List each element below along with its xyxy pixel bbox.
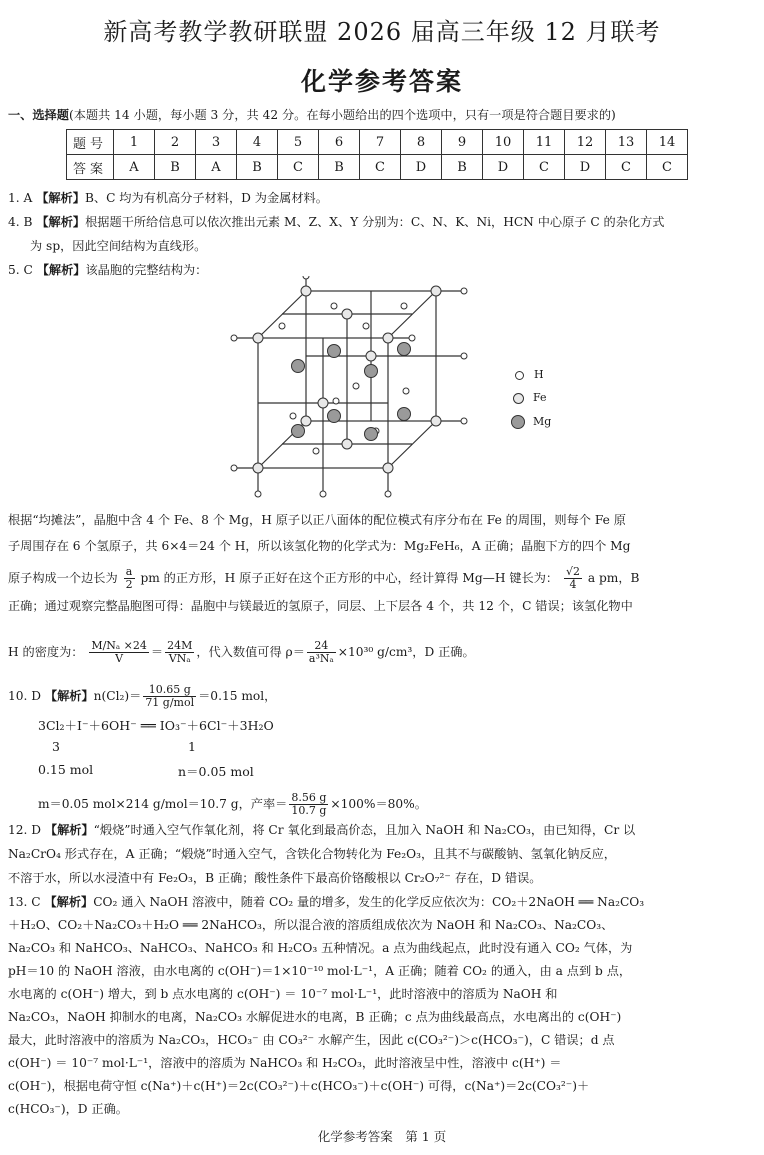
table-cell: B	[237, 155, 278, 180]
q13-line10: c(HCO₃⁻)，D 正确。	[8, 1102, 128, 1116]
table-cell: C	[360, 155, 401, 180]
table-cell: B	[155, 155, 196, 180]
legend-mg	[511, 415, 551, 429]
legend-mg-label: Mg	[533, 415, 552, 428]
crystal-cell-diagram	[226, 276, 476, 506]
q13-tag: 【解析】	[44, 895, 94, 909]
table-cell: 12	[565, 130, 606, 155]
q12-line2: Na₂CrO₄ 形式存在，A 正确；“煅烧”时通入空气，含铁化合物转化为 Fe₂O₃，且其不与碳酸钠、氢氧化钠反应，	[8, 847, 616, 861]
q5-p5b: ，代入数值可得 ρ＝	[196, 645, 305, 659]
table-cell: 8	[401, 130, 442, 155]
q5-p5c: ×10³⁰ g/cm³，D 正确。	[337, 645, 475, 659]
table-cell: 13	[606, 130, 647, 155]
fraction	[289, 792, 328, 817]
q13-line2: ＋H₂O、CO₂＋Na₂CO₃＋H₂O ══ 2NaHCO₃，所以混合液的溶质组成依次为 NaOH 和 Na₂CO₃、Na₂CO₃、	[8, 918, 614, 932]
table-cell: A	[196, 155, 237, 180]
q5-text: 该晶胞的完整结构为：	[85, 263, 208, 277]
frac-den: VNₐ	[168, 652, 191, 665]
frac-num: 24	[307, 640, 336, 653]
frac-num: a	[124, 566, 135, 579]
q4-text1: 根据题干所给信息可以依次推出元素 M、Z、X、Y 分别为：C、N、K、Ni，HCN 中心原子 C 的杂化方式	[85, 215, 665, 229]
cell-edges	[234, 276, 464, 494]
section-heading	[8, 106, 616, 123]
frac-den: 2	[125, 578, 133, 591]
q10-head: 10. D	[8, 689, 42, 703]
table-head-number: 题号	[67, 130, 114, 155]
q13-l1: CO₂ 通入 NaOH 溶液中，随着 CO₂ 量的增多，发生的化学反应依次为：CO₂＋2NaOH ══ Na₂CO₃	[93, 895, 645, 909]
fraction	[143, 684, 196, 709]
table-cell: D	[483, 155, 524, 180]
q12-head: 12. D	[8, 823, 42, 837]
mg-atoms	[292, 343, 411, 441]
q10-equation: 3Cl₂＋I⁻＋6OH⁻ ══ IO₃⁻＋6Cl⁻＋3H₂O	[38, 718, 274, 733]
frac-num: M/Nₐ ×24	[91, 639, 147, 652]
q10-mol-given: 0.15 mol	[38, 762, 94, 777]
section-label: 一、选择题	[8, 108, 69, 122]
table-cell: 7	[360, 130, 401, 155]
frac-num: √2	[565, 565, 580, 578]
q1-text: B、C 均为有机高分子材料，D 为金属材料。	[84, 191, 328, 205]
q5-p1: 根据“均摊法”，晶胞中含 4 个 Fe、8 个 Mg，H 原子以正八面体的配位模式有序分布在 Fe 的周围，则每个 Fe 原	[8, 513, 626, 527]
table-cell: 2	[155, 130, 196, 155]
table-cell: A	[114, 155, 155, 180]
q5-p2: 子周围存在 6 个氢原子，共 6×4＝24 个 H，所以该氢化物的化学式为：Mg₂FeH₆，A 正确；晶胞下方的四个 Mg	[8, 539, 631, 553]
legend-fe-label: Fe	[533, 391, 547, 404]
q12-line1	[8, 822, 635, 838]
fraction	[165, 640, 194, 665]
q13-line3: Na₂CO₃ 和 NaHCO₃、NaHCO₃、NaHCO₃ 和 H₂CO₃ 五种情况。a 点为曲线起点，此时没有通入 CO₂ 气体，为	[8, 941, 633, 955]
table-cell: B	[319, 155, 360, 180]
frac-den: a³Nₐ	[308, 652, 334, 665]
page-footer: 化学参考答案 第 1 页	[317, 1129, 447, 1144]
q5-tag: 【解析】	[36, 263, 86, 277]
table-cell: 1	[114, 130, 155, 155]
q1-head: 1. A	[8, 191, 33, 205]
table-cell: 6	[319, 130, 360, 155]
table-cell: 4	[237, 130, 278, 155]
table-cell: B	[442, 155, 483, 180]
q10-coef-1: 1	[188, 739, 196, 754]
frac-num: 24M	[167, 639, 193, 652]
q13-line4: pH＝10 的 NaOH 溶液，由水电离的 c(OH⁻)＝1×10⁻¹⁰ mol·L⁻¹，A 正确；随着 CO₂ 的通入，由 a 点到 b 点，	[8, 964, 632, 978]
table-cell: C	[647, 155, 688, 180]
table-cell: 11	[524, 130, 565, 155]
q13-line9: c(OH⁻)，根据电荷守恒 c(Na⁺)＋c(H⁺)＝2c(CO₃²⁻)＋c(HCO₃⁻)＋c(OH⁻) 可得，c(Na⁺)＝2c(CO₃²⁻)＋	[8, 1079, 590, 1093]
fraction	[89, 640, 149, 665]
q13-line7: 最大，此时溶液中的溶质为 Na₂CO₃，HCO₃⁻ 由 CO₃²⁻ 水解产生，因此 c(CO₃²⁻)＞c(HCO₃⁻)，C 错误；d 点	[8, 1033, 615, 1047]
q12-line3: 不溶于水，所以水浸渣中有 Fe₂O₃，B 正确；酸性条件下最高价铬酸根以 Cr₂O₇²⁻ 存在，D 错误。	[8, 871, 542, 885]
q4-line1	[8, 214, 664, 230]
q5-head: 5. C	[8, 263, 33, 277]
q1-line	[8, 190, 328, 206]
frac-den: 10.7 g	[291, 804, 327, 817]
q5-p5: H 的密度为： $\frac{\text{M/Nₐ ×24}}{V}$ ＝ $\frac{24M}{\text{VNₐ}}$ ，代入数值可得 ρ＝ $\frac{24}{\text{a³Nₐ}}$ ×10³⁰ g/cm³，D 正确。	[8, 639, 475, 665]
q5-p3a: 原子构成一个边长为	[8, 571, 118, 585]
h-legend-icon	[515, 371, 524, 380]
table-cell: C	[606, 155, 647, 180]
q5-p3b: pm 的正方形，H 原子正好在这个正方形的中心，经计算得 Mg—H 键长为：	[140, 571, 559, 585]
q4-line2: 为 sp，因此空间结构为直线形。	[30, 239, 207, 253]
frac-num: 10.65 g	[143, 684, 196, 697]
frac-den: 4	[569, 578, 577, 591]
q10-line1	[8, 684, 276, 709]
mg-legend-icon	[511, 415, 525, 429]
frac-num: 8.56 g	[291, 791, 327, 804]
table-cell: 14	[647, 130, 688, 155]
legend-h-label: H	[534, 368, 544, 381]
table-cell: C	[524, 155, 565, 180]
table-row-answers	[67, 155, 688, 180]
legend-fe	[513, 391, 547, 404]
table-row-numbers	[67, 130, 688, 155]
table-cell: 5	[278, 130, 319, 155]
table-cell: 10	[483, 130, 524, 155]
fe-legend-icon	[513, 393, 524, 404]
legend-h	[515, 368, 544, 381]
q10-l1a: n(Cl₂)＝	[93, 689, 142, 703]
table-cell: C	[278, 155, 319, 180]
q10-l5a: m＝0.05 mol×214 g/mol＝10.7 g，产率＝	[38, 797, 288, 811]
q10-l1b: ＝0.15 mol，	[198, 689, 277, 703]
q10-l5b: ×100%＝80%。	[330, 797, 427, 811]
q10-mol-result: n＝0.05 mol	[178, 764, 254, 779]
q10-tag: 【解析】	[44, 689, 94, 703]
table-head-answer: 答案	[67, 155, 114, 180]
q13-line5: 水电离的 c(OH⁻) 增大，到 b 点水电离的 c(OH⁻) ＝ 10⁻⁷ mol·L⁻¹，此时溶液中的溶质为 NaOH 和	[8, 987, 558, 1001]
q10-coef-3: 3	[52, 739, 60, 754]
table-cell: 3	[196, 130, 237, 155]
q13-line8: c(OH⁻) ＝ 10⁻⁷ mol·L⁻¹，溶液中的溶质为 NaHCO₃ 和 H₂CO₃，此时溶液呈中性，溶液中 c(H⁺) ＝	[8, 1056, 562, 1070]
frac-den: 71 g/mol	[145, 696, 195, 709]
table-cell: D	[565, 155, 606, 180]
q5-p4: 正确；通过观察完整晶胞图可得：晶胞中与镁最近的氢原子，同层、上下层各 4 个，共 12 个，C 错误；该氢化物中	[8, 599, 633, 613]
doc-subtitle: 化学参考答案	[300, 67, 463, 96]
q4-head: 4. B	[8, 215, 33, 229]
q5-line	[8, 262, 207, 278]
table-cell: 9	[442, 130, 483, 155]
section-desc: (本题共 14 小题，每小题 3 分，共 42 分。在每小题给出的四个选项中，只有一项是符合题目要求的)	[68, 108, 616, 122]
table-cell: D	[401, 155, 442, 180]
fraction	[564, 566, 582, 591]
q5-p3c: a pm，B	[587, 571, 640, 585]
q12-tag: 【解析】	[44, 823, 94, 837]
q13-head: 13. C	[8, 895, 41, 909]
exam-title: 新高考教学教研联盟 2026 届高三年级 12 月联考	[103, 18, 661, 46]
q12-l1: “煅烧”时通入空气作氧化剂，将 Cr 氧化到最高价态，且加入 NaOH 和 Na₂CO₃，由已知得，Cr 以	[93, 823, 636, 837]
q4-tag: 【解析】	[36, 215, 86, 229]
answer-table	[66, 129, 688, 180]
fraction	[124, 566, 135, 591]
q13-line1	[8, 894, 644, 910]
fraction	[307, 640, 336, 665]
q10-line5	[38, 792, 427, 817]
q1-tag: 【解析】	[36, 191, 85, 205]
q5-p5a: H 的密度为：	[8, 645, 84, 659]
q5-p3	[8, 566, 640, 591]
q13-line6: Na₂CO₃，NaOH 抑制水的电离，Na₂CO₃ 水解促进水的电离，B 正确；c 点为曲线最高点，水电离出的 c(OH⁻)	[8, 1010, 622, 1024]
frac-den: V	[115, 652, 124, 665]
